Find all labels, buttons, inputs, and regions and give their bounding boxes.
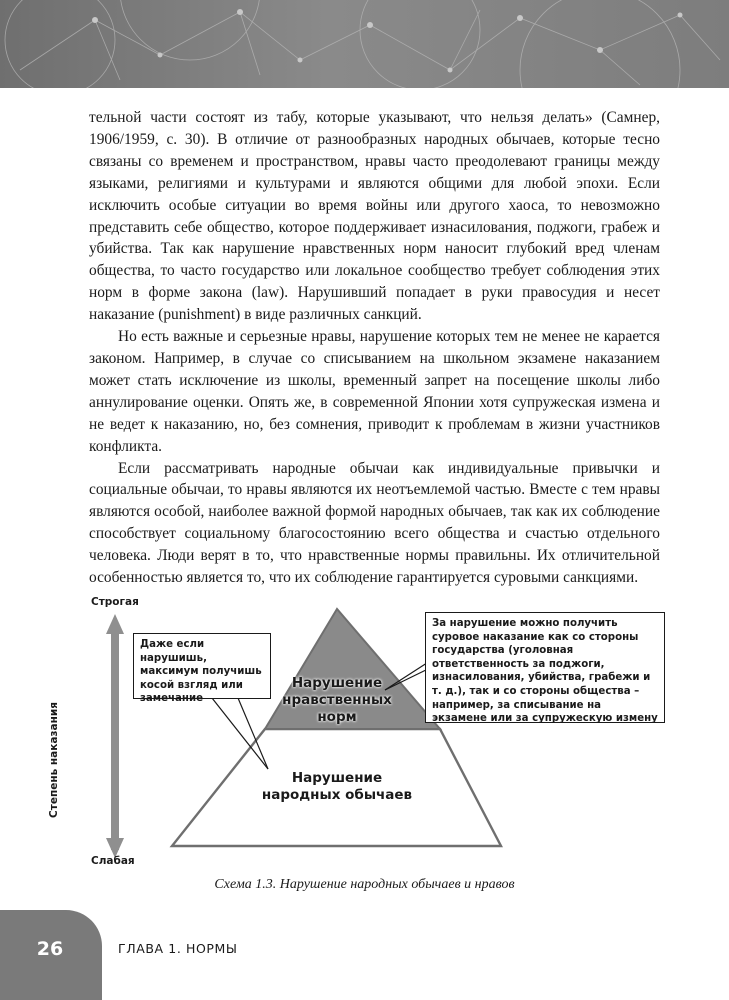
left-callout-box: Даже если нарушишь, максимум получишь косой взгляд или замечание — [133, 633, 271, 699]
header-decorative-band — [0, 0, 729, 88]
page-number: 26 — [36, 938, 64, 960]
axis-title: Степень наказания — [48, 702, 60, 818]
paragraph: Если рассматривать народные обычаи как индивидуальные привычки и социальные обычаи, то нравы являются их неотъемлемой частью. Вместе с тем нравы являются особой, наиболее важной формой народных обычаев, так как их соблюдение способствует социальному благосостоянию всего общества и счастью отдельного человека. Люди верят в то, что нравственные нормы правильны. Их отличительной особенностью является то, что их соблюдение гарантируется суровыми санкциями. — [89, 459, 660, 587]
bottom-tier-label: Нарушение народных обычаев — [261, 770, 413, 803]
paragraph: Но есть важные и серьезные нравы, нарушение которых тем не менее не карается законом. Например, в случае со списыванием на школьном экзамене наказанием может стать исключение из школы, временный запрет на посещение школы либо аннулирование оценки. Опять же, в современной Японии хотя супружеская измена и не ведет к наказанию, но, без сомнения, приводит к проблемам в жизни участников конфликта. — [89, 328, 660, 455]
body-text — [89, 107, 660, 589]
axis-bottom-label: Слабая — [91, 855, 135, 867]
network-pattern-graphic — [0, 0, 729, 88]
top-tier-label: Нарушение нравственных норм — [282, 675, 392, 725]
axis-top-label: Строгая — [91, 596, 139, 608]
right-callout-box: За нарушение можно получить суровое наказание как со стороны государства (уголовная ответственность за поджоги, изнасилования, убийства, грабежи и т. д.), так и со стороны общества – например, за списывание на экзамене или за супружескую измену — [425, 612, 665, 723]
running-head: ГЛАВА 1. НОРМЫ — [118, 941, 238, 956]
figure-caption: Схема 1.3. Нарушение народных обычаев и нравов — [214, 877, 515, 892]
punishment-scale-arrow — [106, 614, 124, 858]
paragraph: тельной части состоят из табу, которые указывают, что нельзя делать» (Самнер, 1906/1959, с. 30). В отличие от разнообразных народных обычаев, которые тесно связаны со временем и пространством, нравы часто преодолевают границы между языками, религиями и культурами и являются общими для любой эпохи. Если исключить особые ситуации во время войны или другого хаоса, то невозможно представить себе общество, которое поддерживает изнасилования, поджоги, грабеж и убийства. Так как нарушение нравственных норм наносит глубокий вред членам общества, то часто государство или локальное сообщество требует соблюдения этих норм в форме закона (law). Нарушивший попадает в руки правосудия и несет наказание (punishment) в виде различных санкций. — [89, 109, 660, 324]
